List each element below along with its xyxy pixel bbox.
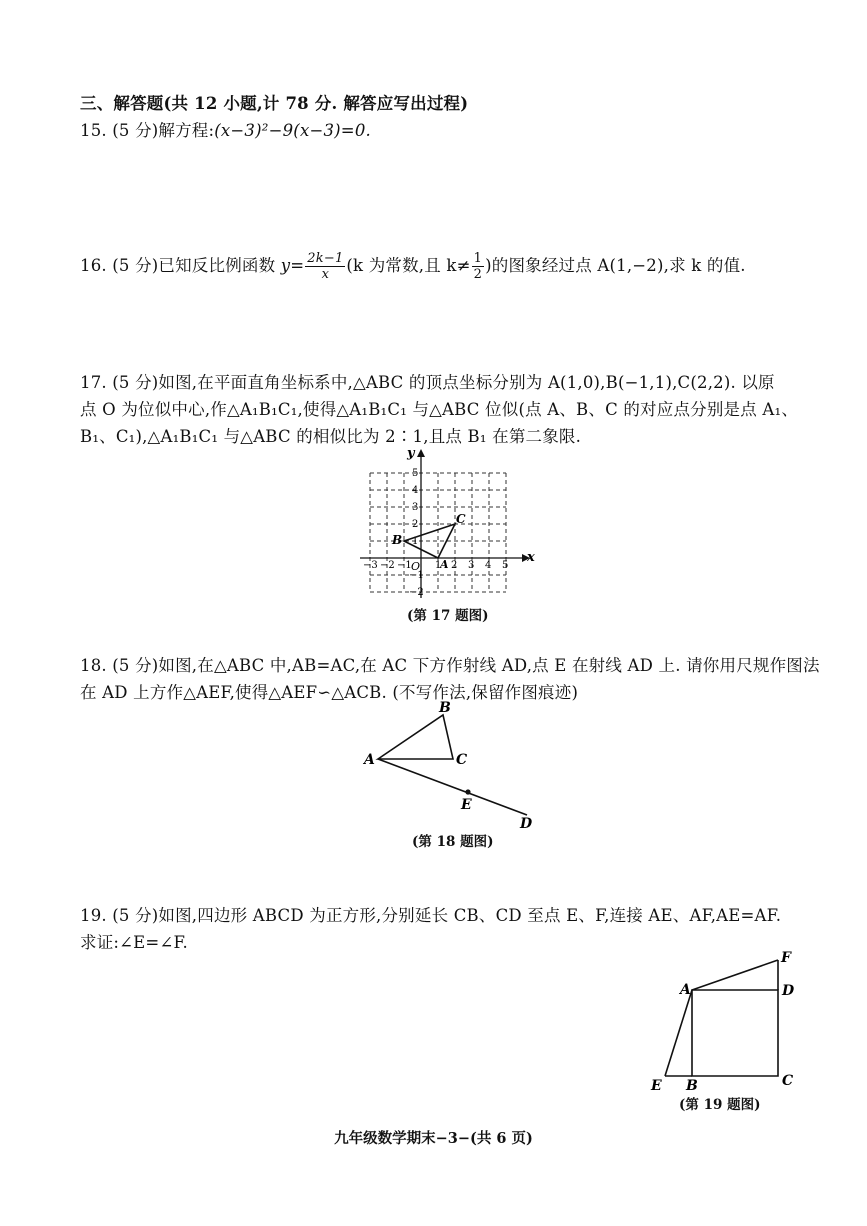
q17-point-a-label: A — [440, 558, 449, 571]
q19-segment-af — [692, 960, 778, 990]
q18-label-a: A — [364, 752, 375, 768]
q19-label-c: C — [782, 1073, 794, 1089]
q17-y-tick: 4 — [412, 485, 419, 496]
q16-half — [472, 251, 484, 282]
q18-line-2: 在 AD 上方作△AEF,使得△AEF∽△ACB. (不写作法,保留作图痕迹) — [80, 683, 579, 702]
q17-line-1: 17. (5 分)如图,在平面直角坐标系中,△ABC 的顶点坐标分别为 A(1,0),B(−1,1),C(2,2). 以原 — [80, 373, 775, 392]
question-15 — [80, 117, 371, 141]
q18-label-e: E — [461, 797, 472, 813]
section-title: 三、解答题(共 12 小题,计 78 分. 解答应写出过程) — [80, 94, 469, 113]
q19-segment-ae — [665, 990, 692, 1076]
q16-func-lhs: y= — [280, 256, 305, 275]
q18-line-1: 18. (5 分)如图,在△ABC 中,AB=AC,在 AC 下方作射线 AD,点 E 在射线 AD 上. 请你用尺规作图法 — [80, 656, 820, 675]
q17-line-3: B₁、C₁),△A₁B₁C₁ 与△ABC 的相似比为 2∶1,且点 B₁ 在第二象限. — [80, 427, 582, 446]
q16-half-numerator: 1 — [473, 251, 483, 266]
q19-caption: (第 19 题图) — [679, 1097, 761, 1113]
q17-origin-label: O — [411, 560, 421, 573]
q17-y-tick: 5 — [412, 468, 419, 479]
q19-label-e: E — [651, 1078, 662, 1093]
q18-triangle-figure — [355, 695, 550, 835]
q17-caption: (第 17 题图) — [407, 608, 489, 624]
q17-coordinate-grid-figure — [355, 443, 540, 603]
q19-label-f: F — [781, 950, 791, 966]
q17-line-2: 点 O 为位似中心,作△A₁B₁C₁,使得△A₁B₁C₁ 与△ABC 位似(点 A、B、C 的对应点分别是点 A₁、 — [80, 400, 799, 419]
q17-point-b-label: B — [392, 533, 403, 547]
q17-y-label: y — [407, 446, 415, 461]
q17-y-tick: 2 — [412, 519, 419, 530]
q17-x-tick: −3 — [363, 560, 378, 571]
q19-line-1: 19. (5 分)如图,四边形 ABCD 为正方形,分别延长 CB、CD 至点 E、F,连接 AE、AF,AE=AF. — [80, 906, 782, 925]
q18-point-e — [465, 789, 470, 794]
q15-lead: 15. (5 分)解方程: — [80, 121, 215, 140]
q17-x-tick: −1 — [397, 560, 412, 571]
q17-x-tick-labels — [363, 560, 508, 571]
q16-condition-post: )的图象经过点 A(1,−2),求 k 的值. — [485, 256, 746, 275]
q17-x-tick: 2 — [451, 560, 458, 571]
q18-label-d: D — [520, 816, 533, 832]
q19-square-abcd — [692, 990, 778, 1076]
q19-label-b: B — [686, 1078, 698, 1093]
q17-x-label: x — [527, 550, 535, 565]
q17-y-tick: −2 — [409, 587, 424, 598]
q17-y-arrow-icon — [417, 449, 425, 457]
q16-condition-pre: (k 为常数,且 k≠ — [346, 256, 471, 275]
q17-x-tick: −2 — [380, 560, 395, 571]
q19-square-figure — [645, 948, 805, 1093]
q15-equation: (x−3)²−9(x−3)=0. — [214, 121, 371, 140]
q18-triangle-abc — [378, 715, 453, 759]
page-footer: 九年级数学期末−3−(共 6 页) — [334, 1130, 533, 1147]
q17-y-tick: 1 — [412, 536, 419, 547]
q16-frac-numerator: 2k−1 — [307, 251, 344, 266]
q17-grid-lines — [370, 473, 509, 592]
q17-y-tick: −1 — [409, 570, 424, 581]
q18-ray-ad — [378, 759, 527, 815]
q17-x-tick: 1 — [435, 560, 442, 571]
q18-label-c: C — [456, 752, 468, 768]
q19-line-2: 求证:∠E=∠F. — [80, 933, 189, 952]
q17-y-tick: 3 — [412, 502, 419, 513]
question-16 — [80, 251, 746, 282]
q17-x-tick: 3 — [468, 560, 475, 571]
q17-x-tick: 4 — [485, 560, 492, 571]
q17-x-tick: 5 — [502, 560, 509, 571]
q19-label-a: A — [680, 982, 691, 998]
q18-caption: (第 18 题图) — [412, 834, 494, 850]
q16-frac-denominator: x — [321, 267, 330, 282]
q18-label-b: B — [439, 700, 451, 716]
q16-half-denominator: 2 — [473, 267, 483, 282]
q16-lead: 16. (5 分)已知反比例函数 — [80, 256, 281, 275]
q17-point-c-label: C — [456, 512, 466, 526]
q16-fraction — [305, 251, 345, 282]
q19-label-d: D — [782, 983, 795, 999]
